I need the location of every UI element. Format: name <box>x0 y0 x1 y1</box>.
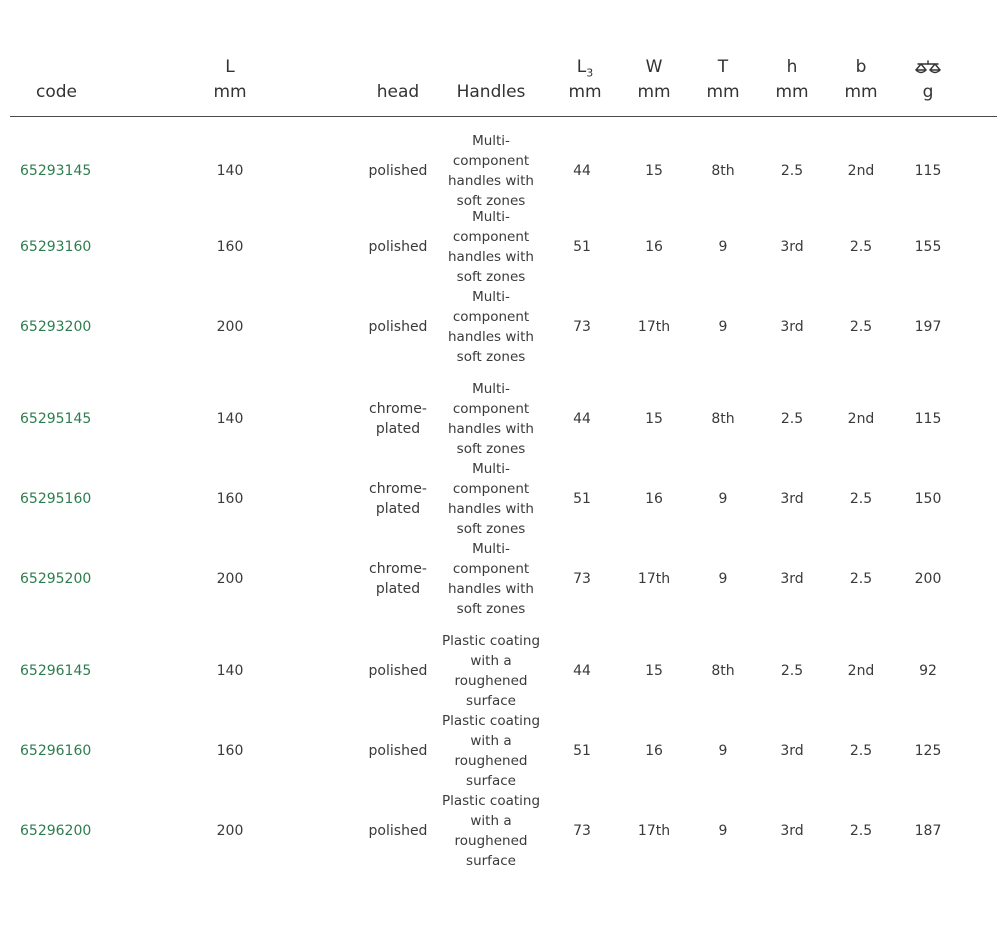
product-code-link[interactable]: 65295200 <box>20 571 92 587</box>
cell-handles <box>436 287 546 367</box>
cell-T: 8th <box>711 163 735 179</box>
cell-g: 115 <box>914 411 942 427</box>
cell-handles <box>436 379 546 459</box>
cell-g: 115 <box>914 163 942 179</box>
header-L-unit: mm <box>213 82 247 102</box>
cell-L: 200 <box>216 319 244 335</box>
cell-handles <box>436 631 546 711</box>
cell-head-line: plated <box>375 501 421 517</box>
cell-head-line: polished <box>368 823 428 839</box>
cell-handles-line: roughened <box>454 833 528 849</box>
cell-head <box>363 741 433 761</box>
cell-handles-line: handles with <box>448 421 534 437</box>
cell-handles-line: Plastic coating <box>441 713 541 729</box>
cell-h: 3rd <box>780 319 804 335</box>
cell-handles-line: soft zones <box>456 521 526 537</box>
cell-L: 200 <box>216 823 244 839</box>
header-weight-unit: g <box>922 82 934 102</box>
product-code-link[interactable]: 65295145 <box>20 411 92 427</box>
cell-b: 2nd <box>847 663 875 679</box>
cell-b: 2.5 <box>849 743 873 759</box>
header-b <box>836 55 886 105</box>
cell-T: 9 <box>718 491 728 507</box>
cell-L3: 51 <box>573 239 591 255</box>
header-code <box>20 80 90 105</box>
cell-handles-line: soft zones <box>456 269 526 285</box>
header-L-symbol: L <box>225 57 235 77</box>
cell-b: 2.5 <box>849 319 873 335</box>
product-code-link[interactable]: 65293160 <box>20 239 92 255</box>
header-b-symbol: b <box>855 57 867 77</box>
cell-handles-line: component <box>452 229 530 245</box>
cell-W: 16 <box>645 743 663 759</box>
cell-handles-line: with a <box>470 653 512 669</box>
cell-handles-line: surface <box>466 693 516 709</box>
cell-W: 15 <box>645 163 663 179</box>
cell-T: 9 <box>718 239 728 255</box>
cell-handles <box>436 791 546 871</box>
cell-handles-line: Multi- <box>472 461 510 477</box>
cell-handles-line: component <box>452 401 530 417</box>
header-b-unit: mm <box>844 82 878 102</box>
cell-h: 2.5 <box>780 411 804 427</box>
cell-handles-line: surface <box>466 773 516 789</box>
cell-handles-line: component <box>452 309 530 325</box>
cell-head <box>363 237 433 257</box>
header-handles <box>446 80 536 105</box>
cell-handles-line: soft zones <box>456 349 526 365</box>
cell-handles-line: Multi- <box>472 541 510 557</box>
cell-T: 8th <box>711 411 735 427</box>
cell-g: 150 <box>914 491 942 507</box>
cell-head-line: plated <box>375 421 421 437</box>
cell-head-line: polished <box>368 663 428 679</box>
cell-g: 125 <box>914 743 942 759</box>
cell-handles-line: component <box>452 561 530 577</box>
product-code-link[interactable]: 65296145 <box>20 663 92 679</box>
table-header <box>0 0 997 118</box>
cell-head-line: polished <box>368 239 428 255</box>
cell-W: 15 <box>645 411 663 427</box>
cell-h: 3rd <box>780 743 804 759</box>
cell-handles <box>436 207 546 287</box>
cell-handles-line: soft zones <box>456 193 526 209</box>
header-divider <box>10 116 997 117</box>
product-code-link[interactable]: 65296160 <box>20 743 92 759</box>
header-code-label: code <box>36 82 77 102</box>
cell-handles-line: surface <box>466 853 516 869</box>
cell-g: 92 <box>919 663 937 679</box>
cell-h: 3rd <box>780 491 804 507</box>
cell-L3: 51 <box>573 491 591 507</box>
cell-g: 200 <box>914 571 942 587</box>
header-W <box>629 55 679 105</box>
cell-head <box>363 661 433 681</box>
cell-head-line: chrome- <box>369 481 427 497</box>
cell-T: 9 <box>718 319 728 335</box>
cell-b: 2.5 <box>849 571 873 587</box>
cell-b: 2.5 <box>849 823 873 839</box>
product-code-link[interactable]: 65293145 <box>20 163 92 179</box>
cell-handles-line: Multi- <box>472 133 510 149</box>
cell-g: 187 <box>914 823 942 839</box>
cell-handles <box>436 539 546 619</box>
cell-head <box>363 161 433 181</box>
cell-L: 140 <box>216 163 244 179</box>
cell-handles-line: component <box>452 481 530 497</box>
cell-b: 2.5 <box>849 491 873 507</box>
header-weight <box>905 55 951 105</box>
cell-W: 17th <box>637 823 671 839</box>
product-code-link[interactable]: 65293200 <box>20 319 92 335</box>
cell-L3: 73 <box>573 571 591 587</box>
cell-h: 3rd <box>780 823 804 839</box>
cell-head <box>363 317 433 337</box>
cell-h: 3rd <box>780 571 804 587</box>
cell-handles-line: roughened <box>454 753 528 769</box>
header-L <box>200 55 260 105</box>
header-T <box>698 55 748 105</box>
cell-handles-line: with a <box>470 813 512 829</box>
cell-L: 140 <box>216 663 244 679</box>
cell-handles-line: Multi- <box>472 289 510 305</box>
cell-L3: 44 <box>573 411 591 427</box>
cell-handles <box>436 459 546 539</box>
cell-head-line: polished <box>368 319 428 335</box>
cell-h: 3rd <box>780 239 804 255</box>
cell-handles-line: handles with <box>448 501 534 517</box>
cell-handles-line: soft zones <box>456 441 526 457</box>
cell-L: 200 <box>216 571 244 587</box>
cell-handles-line: Plastic coating <box>441 633 541 649</box>
cell-handles-line: handles with <box>448 329 534 345</box>
cell-L: 160 <box>216 239 244 255</box>
cell-head <box>363 399 433 439</box>
product-code-link[interactable]: 65295160 <box>20 491 92 507</box>
cell-head <box>363 821 433 841</box>
cell-handles-line: handles with <box>448 173 534 189</box>
cell-L3: 51 <box>573 743 591 759</box>
cell-handles-line: soft zones <box>456 601 526 617</box>
cell-b: 2nd <box>847 411 875 427</box>
cell-handles-line: handles with <box>448 249 534 265</box>
cell-handles <box>436 131 546 211</box>
scale-icon <box>905 55 951 80</box>
cell-L: 160 <box>216 491 244 507</box>
cell-W: 17th <box>637 571 671 587</box>
header-handles-label: Handles <box>456 82 526 102</box>
cell-g: 197 <box>914 319 942 335</box>
cell-handles-line: handles with <box>448 581 534 597</box>
cell-handles <box>436 711 546 791</box>
cell-W: 16 <box>645 491 663 507</box>
header-h <box>767 55 817 105</box>
cell-handles-line: roughened <box>454 673 528 689</box>
header-L3 <box>560 55 610 105</box>
cell-b: 2nd <box>847 163 875 179</box>
cell-T: 9 <box>718 743 728 759</box>
cell-W: 17th <box>637 319 671 335</box>
header-h-unit: mm <box>775 82 809 102</box>
cell-b: 2.5 <box>849 239 873 255</box>
cell-handles-line: Multi- <box>472 381 510 397</box>
header-head <box>368 80 428 105</box>
cell-head-line: polished <box>368 743 428 759</box>
header-L3-symbol: $L_3$ <box>576 57 594 80</box>
header-L3-unit: mm <box>568 82 602 102</box>
cell-handles-line: Multi- <box>472 209 510 225</box>
cell-head <box>363 559 433 599</box>
header-T-unit: mm <box>706 82 740 102</box>
cell-head <box>363 479 433 519</box>
header-T-symbol: T <box>717 57 729 77</box>
cell-W: 16 <box>645 239 663 255</box>
cell-T: 8th <box>711 663 735 679</box>
cell-h: 2.5 <box>780 163 804 179</box>
cell-T: 9 <box>718 823 728 839</box>
header-W-unit: mm <box>637 82 671 102</box>
cell-g: 155 <box>914 239 942 255</box>
cell-L3: 73 <box>573 823 591 839</box>
header-head-label: head <box>376 82 420 102</box>
cell-L: 160 <box>216 743 244 759</box>
cell-handles-line: with a <box>470 733 512 749</box>
cell-head-line: plated <box>375 581 421 597</box>
cell-L3: 44 <box>573 163 591 179</box>
cell-head-line: polished <box>368 163 428 179</box>
cell-T: 9 <box>718 571 728 587</box>
cell-head-line: chrome- <box>369 561 427 577</box>
product-code-link[interactable]: 65296200 <box>20 823 92 839</box>
cell-h: 2.5 <box>780 663 804 679</box>
cell-handles-line: Plastic coating <box>441 793 541 809</box>
header-W-symbol: W <box>645 57 663 77</box>
cell-handles-line: component <box>452 153 530 169</box>
cell-head-line: chrome- <box>369 401 427 417</box>
cell-L: 140 <box>216 411 244 427</box>
cell-L3: 44 <box>573 663 591 679</box>
header-h-symbol: h <box>786 57 798 77</box>
cell-L3: 73 <box>573 319 591 335</box>
cell-W: 15 <box>645 663 663 679</box>
